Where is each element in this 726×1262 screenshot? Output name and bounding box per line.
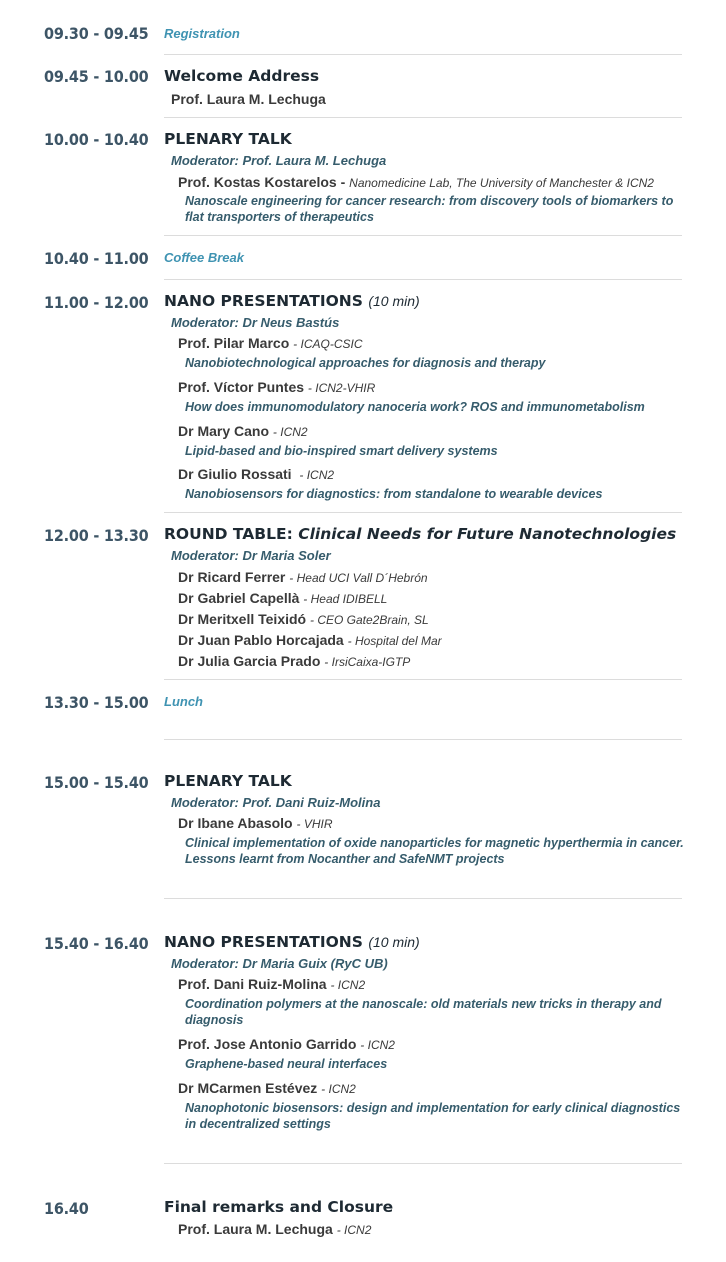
divider [164,54,682,55]
slot-time: 09.30 - 09.45 [44,24,149,43]
slot-time: 10.40 - 11.00 [44,249,149,268]
moderator: Moderator: Dr Neus Bastús [171,315,340,330]
speaker-name: Dr Julia Garcia Prado [178,653,321,669]
speaker-line [178,335,363,351]
slot-title: ROUND TABLE: [164,525,293,543]
slot-title: PLENARY TALK [164,130,292,148]
speaker-line [178,466,334,482]
speaker-line [178,653,410,669]
speaker-name: Dr Ibane Abasolo [178,815,293,831]
speaker-affiliation: - Hospital del Mar [347,634,442,648]
slot-title: NANO PRESENTATIONS [164,292,363,310]
divider [164,512,682,513]
speaker-name: Prof. Laura M. Lechuga [171,91,326,107]
speaker-affiliation: - Head UCI Vall D´Hebrón [289,571,428,585]
speaker-name: Dr Meritxell Teixidó [178,611,307,627]
speaker-line [178,174,654,190]
slot-label-lunch: Lunch [164,694,203,709]
speaker-line [178,1036,395,1052]
slot-title: Final remarks and Closure [164,1198,394,1216]
moderator: Moderator: Dr Maria Guix (RyC UB) [171,956,388,971]
speaker-name: Prof. Kostas Kostarelos [178,174,337,190]
speaker-name: Prof. Laura M. Lechuga [178,1221,333,1237]
speaker-affiliation: Nanomedicine Lab, The University of Manchester & ICN2 [349,176,654,190]
speaker-line [178,976,365,992]
slot-label-coffee: Coffee Break [164,250,244,265]
talk-title: Coordination polymers at the nanoscale: old materials new tricks in therapy and diagnosis [185,997,662,1027]
slot-title-line [164,525,676,543]
slot-title-suffix: (10 min) [368,934,420,950]
speaker-line [178,379,375,395]
talk-title: Graphene-based neural interfaces [185,1057,388,1071]
speaker-affiliation: - ICN2 [321,1082,356,1096]
speaker-name: Prof. Dani Ruiz-Molina [178,976,327,992]
speaker-name: Dr Ricard Ferrer [178,569,286,585]
slot-title-line [164,933,420,951]
speaker-line [178,423,308,439]
speaker-line [178,611,429,627]
moderator: Moderator: Prof. Dani Ruiz-Molina [171,795,381,810]
speaker-affiliation: - ICN2 [336,1223,372,1237]
speaker-line [178,569,428,585]
slot-title-line [164,292,420,310]
speaker-name: Dr Mary Cano [178,423,270,439]
speaker-name: Prof. Jose Antonio Garrido [178,1036,357,1052]
divider [164,739,682,740]
slot-title: NANO PRESENTATIONS [164,933,363,951]
talk-title: Nanobiotechnological approaches for diagnosis and therapy [185,356,546,370]
speaker-name: Dr Juan Pablo Horcajada [178,632,344,648]
speaker-affiliation: - ICN2 [299,468,335,482]
talk-title: Nanophotonic biosensors: design and implementation for early clinical diagnostics in decentralized settings [185,1101,681,1131]
speaker-name: Prof. Víctor Puntes [178,379,305,395]
speaker-line [178,590,387,606]
moderator: Moderator: Prof. Laura M. Lechuga [171,153,387,168]
talk-title: Nanoscale engineering for cancer research: from discovery tools of biomarkers to flat transporters of therapeutics [185,194,674,224]
slot-time: 11.00 - 12.00 [44,293,149,312]
divider [164,117,682,118]
slot-time: 13.30 - 15.00 [44,693,149,712]
divider [164,1163,682,1164]
speaker-line [178,815,333,831]
divider [164,235,682,236]
speaker-line [178,632,442,648]
speaker-line [178,1080,356,1096]
speaker-affiliation: - IrsiCaixa-IGTP [324,655,411,669]
speaker-affiliation: - ICN2 [272,425,308,439]
slot-title: Welcome Address [164,67,320,85]
slot-time: 09.45 - 10.00 [44,67,149,86]
slot-time: 15.40 - 16.40 [44,934,149,953]
talk-title: Lipid-based and bio-inspired smart delivery systems [185,444,498,458]
speaker-name: Prof. Pilar Marco [178,335,290,351]
speaker-line [178,1221,371,1237]
slot-time: 12.00 - 13.30 [44,526,149,545]
talk-title: Clinical implementation of oxide nanoparticles for magnetic hyperthermia in cancer. Lessons learnt from Nocanther and SafeNMT projects [185,836,684,866]
speaker-affiliation: - ICN2-VHIR [307,381,376,395]
slot-title: PLENARY TALK [164,772,292,790]
speaker-name: Dr Gabriel Capellà [178,590,300,606]
speaker-affiliation: - ICAQ-CSIC [293,337,363,351]
slot-time: 10.00 - 10.40 [44,130,149,149]
talk-title: Nanobiosensors for diagnostics: from standalone to wearable devices [185,487,603,501]
speaker-affiliation: - ICN2 [330,978,366,992]
slot-title-suffix: (10 min) [368,293,420,309]
moderator: Moderator: Dr Maria Soler [171,548,331,563]
divider [164,898,682,899]
slot-time: 16.40 [44,1199,89,1218]
divider [164,279,682,280]
divider [164,679,682,680]
speaker-name: Dr Giulio Rossati [178,466,292,482]
speaker-affiliation: - Head IDIBELL [303,592,388,606]
speaker-affiliation: - CEO Gate2Brain, SL [310,613,429,627]
slot-label-registration: Registration [164,26,240,41]
slot-title-topic: Clinical Needs for Future Nanotechnologies [298,525,677,543]
speaker-affiliation: - VHIR [296,817,333,831]
speaker-separator: - [336,174,350,190]
slot-time: 15.00 - 15.40 [44,773,149,792]
talk-title: How does immunomodulatory nanoceria work? ROS and immunometabolism [185,400,645,414]
speaker-name: Dr MCarmen Estévez [178,1080,318,1096]
speaker-affiliation: - ICN2 [360,1038,395,1052]
